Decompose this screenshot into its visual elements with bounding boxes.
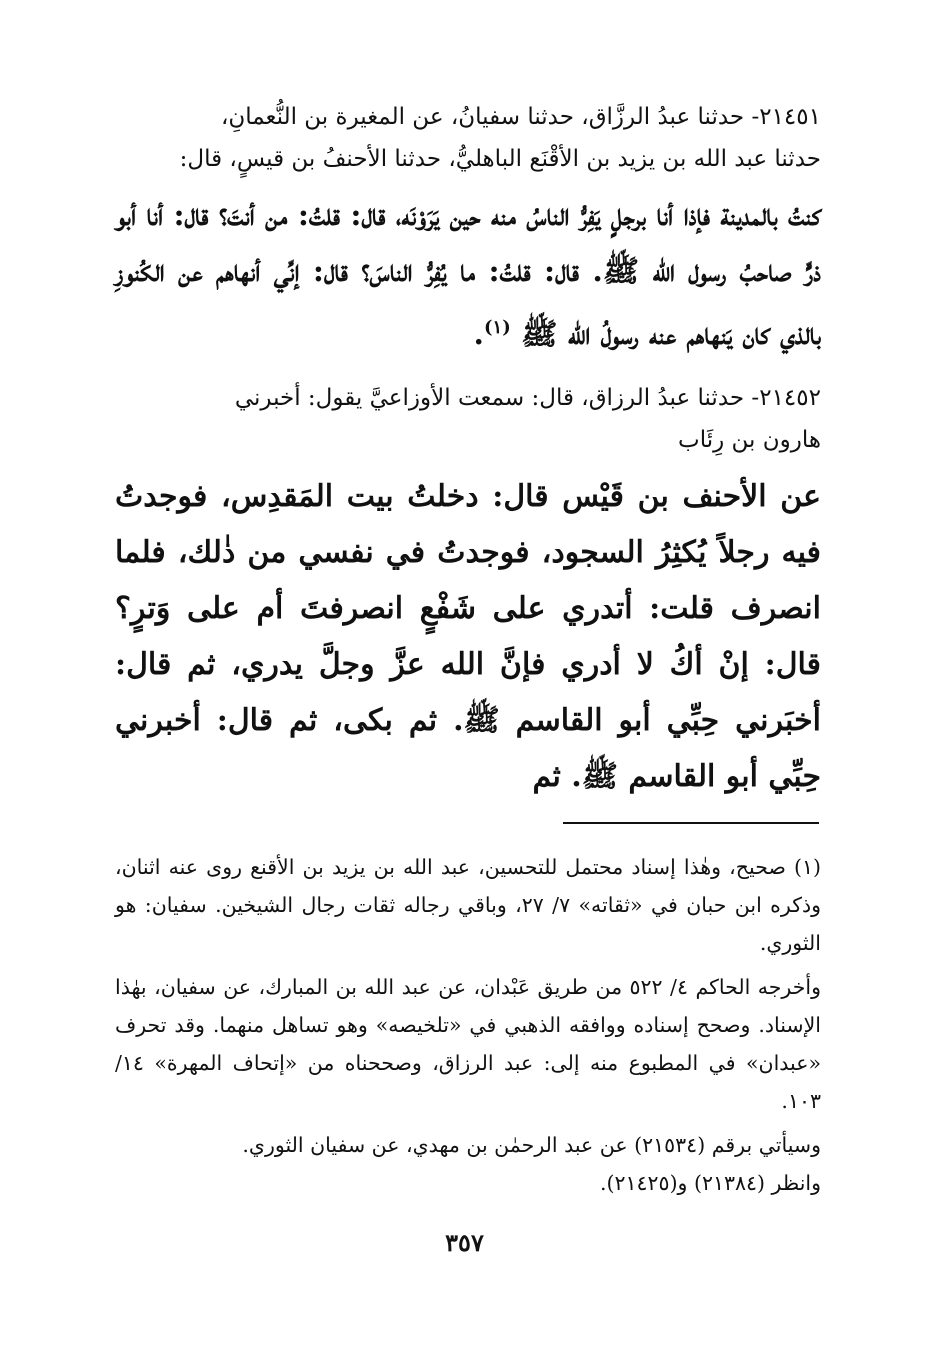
footnote-compare: وانظر (٢١٣٨٤) و(٢١٤٢٥). xyxy=(599,1171,821,1195)
spacer xyxy=(115,180,821,188)
spacer xyxy=(115,461,821,469)
hadith-21452-isnad-line-1: ٢١٤٥٢- حدثنا عبدُ الرزاق، قال: سمعت الأوزاعيَّ يقول: أخبرني xyxy=(234,385,821,411)
hadith-21452-isnad-line-2: هارون بن رِئَاب xyxy=(678,427,821,453)
footnote-see-also: وسيأتي برقم (٢١٥٣٤) عن عبد الرحمٰن بن مهدي، عن سفيان الثوري. xyxy=(242,1133,821,1157)
footnotes xyxy=(115,848,821,1202)
hadith-21451-matn-text: كنتُ بالمدينة فإذا أنا برجلٍ يَفِرُّ الناسُ منه حين يَرَوْنَه، قال: قلتُ: من أنتَ؟ قال: أنا أبو ذرٍّ صاحبُ رسول الله ﷺ. قال: قلتُ: ما يُفِرُّ الناسَ؟ قال: إنِّي أنهاهم عن الكُنوزِ بالذي كان يَنهاهم عنه رسولُ الله ﷺ xyxy=(115,198,821,352)
footnote-separator xyxy=(563,822,819,824)
hadith-21451-isnad-line-1: ٢١٤٥١- حدثنا عبدُ الرزَّاق، حدثنا سفيانُ، عن المغيرة بن النُّعمانِ، xyxy=(220,104,821,130)
footnote-1: (١) صحيح، وهٰذا إسناد محتمل للتحسين، عبد الله بن يزيد بن الأقنع روى عنه اثنان، وذكره ابن حبان في «ثقاته» ٧/ ٢٧، وباقي رجاله ثقات رجال الشيخين. سفيان: هو الثوري. xyxy=(115,855,821,955)
footnote-takhrij: وأخرجه الحاكم ٤/ ٥٢٢ من طريق عَبْدان، عن عبد الله بن المبارك، عن سفيان، بهٰذا الإسناد. وصحح إسناده ووافقه الذهبي في «تلخيصه» وهو تساهل منهما. وقد تحرف «عبدان» في المطبوع منه إلى: عبد الرزاق، وصححناه من «إتحاف المهرة» ١٤/ ١٠٣. xyxy=(115,975,821,1113)
hadith-21452-matn: عن الأحنف بن قَيْس قال: دخلتُ بيت المَقدِس، فوجدتُ فيه رجلاً يُكثِرُ السجود، فوجدتُ في نفسي من ذٰلك، فلما انصرف قلت: أتدري على شَفْعٍ انصرفتَ أم على وَترٍ؟ قال: إنْ أكُ لا أدري فإنَّ الله عزَّ وجلَّ يدري، ثم قال: أخبَرني حِبِّي أبو القاسم ﷺ. ثم بكى، ثم قال: أخبرني حِبِّي أبو القاسم ﷺ. ثم xyxy=(115,479,821,794)
spacer xyxy=(115,363,821,377)
hadith-21451-matn xyxy=(115,188,821,363)
hadith-21451-isnad-line-2: حدثنا عبد الله بن يزيد بن الأقْنَع الباهليُّ، حدثنا الأحنفُ بن قيسٍ، قال: xyxy=(179,146,821,172)
hadith-21451-matn-end: . xyxy=(473,317,484,352)
page-number: ٣٥٧ xyxy=(445,1228,484,1257)
footnote-reference: (١) xyxy=(484,317,511,338)
